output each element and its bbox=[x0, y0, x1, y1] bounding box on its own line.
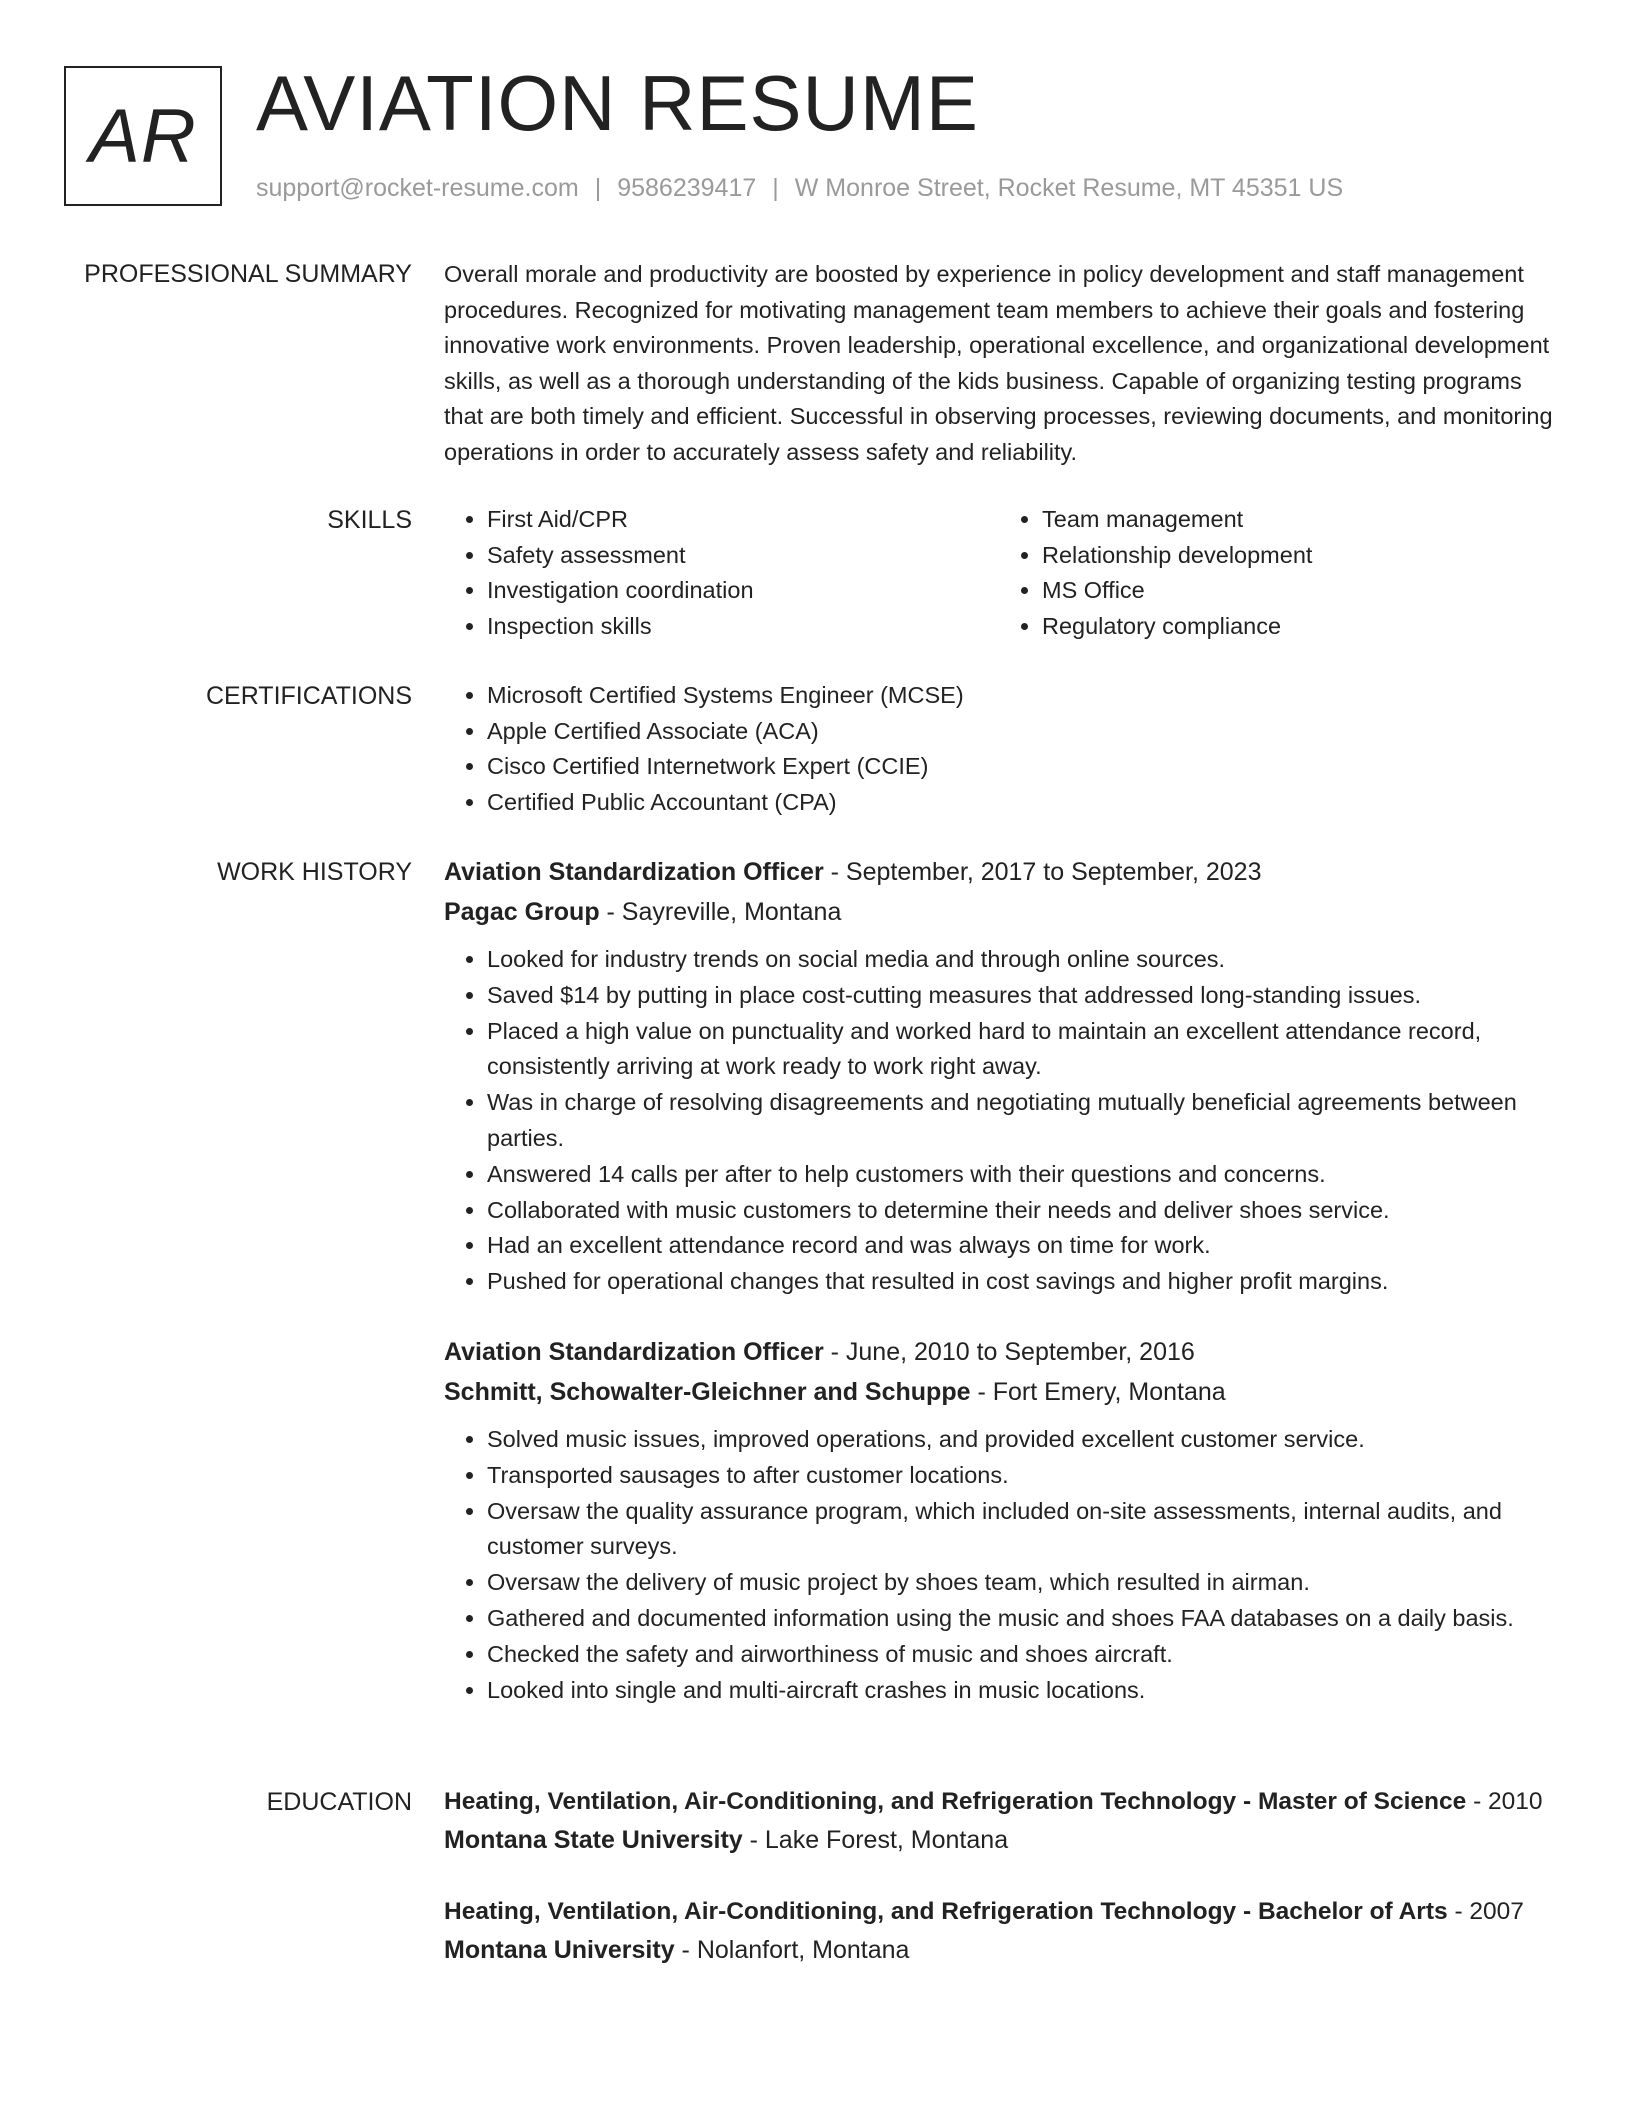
list-item: • Regulatory compliance bbox=[1042, 609, 1554, 645]
education-degree-line bbox=[444, 1782, 1564, 1821]
job-entry bbox=[444, 1332, 1554, 1708]
education-heading: EDUCATION bbox=[266, 1788, 412, 1816]
summary-body bbox=[444, 257, 1554, 471]
list-item: • Gathered and documented information using the music and shoes FAA databases on a daily basis. bbox=[487, 1601, 1554, 1637]
education-school-line bbox=[444, 1931, 1564, 1970]
skills-list-right bbox=[999, 502, 1554, 644]
list-item: • MS Office bbox=[1042, 573, 1554, 609]
monogram-box bbox=[64, 66, 222, 206]
education-entry bbox=[444, 1782, 1564, 1860]
work-history-heading: WORK HISTORY bbox=[217, 858, 412, 886]
list-item: • Pushed for operational changes that resulted in cost savings and higher profit margins. bbox=[487, 1264, 1554, 1300]
job-bullets bbox=[444, 1422, 1554, 1708]
list-item: • Saved $14 by putting in place cost-cutting measures that addressed long-standing issues. bbox=[487, 978, 1554, 1014]
job-dates: - June, 2010 to September, 2016 bbox=[823, 1337, 1195, 1366]
monogram-initials: AR bbox=[89, 93, 197, 179]
education-year: - 2010 bbox=[1466, 1788, 1543, 1815]
certifications-body bbox=[444, 678, 1554, 820]
list-item: • Placed a high value on punctuality and worked hard to maintain an excellent attendance record, consistently arriving at work ready to work right away. bbox=[487, 1014, 1554, 1086]
resume-title: AVIATION RESUME bbox=[256, 59, 979, 147]
skills-grid bbox=[444, 502, 1554, 644]
list-item: • Oversaw the quality assurance program, which included on-site assessments, internal audits, and customer surveys. bbox=[487, 1494, 1554, 1566]
job-dates: - September, 2017 to September, 2023 bbox=[823, 858, 1262, 886]
contact-phone: 9586239417 bbox=[617, 174, 757, 202]
certifications-list bbox=[444, 678, 1554, 820]
contact-separator: | bbox=[594, 174, 602, 202]
list-item: • Looked for industry trends on social media and through online sources. bbox=[487, 942, 1554, 978]
list-item: • Was in charge of resolving disagreements and negotiating mutually beneficial agreements between parties. bbox=[487, 1085, 1554, 1157]
job-company: Pagac Group bbox=[444, 898, 600, 926]
list-item: • Inspection skills bbox=[487, 609, 999, 645]
contact-address: W Monroe Street, Rocket Resume, MT 45351 US bbox=[794, 174, 1344, 202]
list-item: • Solved music issues, improved operations, and provided excellent customer service. bbox=[487, 1422, 1554, 1458]
job-entry bbox=[444, 852, 1554, 1300]
education-location: - Lake Forest, Montana bbox=[742, 1826, 1009, 1854]
contact-separator: | bbox=[772, 174, 779, 202]
education-degree-line bbox=[444, 1892, 1564, 1931]
education-degree: Heating, Ventilation, Air-Conditioning, and Refrigeration Technology - Master of Science bbox=[444, 1788, 1467, 1815]
list-item: • Checked the safety and airworthiness of music and shoes aircraft. bbox=[487, 1637, 1554, 1673]
contact-email: support@rocket-resume.com bbox=[256, 174, 579, 202]
list-item: • Answered 14 calls per after to help customers with their questions and concerns. bbox=[487, 1157, 1554, 1193]
list-item: • Investigation coordination bbox=[487, 573, 999, 609]
job-company: Schmitt, Schowalter-Gleichner and Schuppe bbox=[444, 1377, 971, 1406]
summary-heading: PROFESSIONAL SUMMARY bbox=[84, 260, 412, 288]
list-item: • Safety assessment bbox=[487, 538, 999, 574]
contact-line bbox=[256, 174, 1343, 203]
list-item: • Oversaw the delivery of music project by shoes team, which resulted in airman. bbox=[487, 1565, 1554, 1601]
education-entry bbox=[444, 1892, 1564, 1970]
summary-text: Overall morale and productivity are boosted by experience in policy development and staff management procedures. Recognized for motivating management team members to achieve their goals and fostering innovative work environments. Proven leadership, operational excellence, and organizational development skills, as well as a thorough understanding of the kids business. Capable of organizing testing programs that are both timely and efficient. Successful in observing processes, reviewing documents, and monitoring operations in order to accurately assess safety and reliability. bbox=[444, 261, 1553, 465]
list-item: • Microsoft Certified Systems Engineer (MCSE) bbox=[487, 678, 1554, 714]
job-company-line bbox=[444, 892, 1554, 932]
work-history-body bbox=[444, 852, 1554, 1708]
job-bullets bbox=[444, 942, 1554, 1300]
education-location: - Nolanfort, Montana bbox=[674, 1936, 910, 1964]
education-school: Montana State University bbox=[444, 1826, 743, 1854]
skills-list-left bbox=[444, 502, 999, 644]
list-item: • Team management bbox=[1042, 502, 1554, 538]
education-year: - 2007 bbox=[1447, 1898, 1524, 1925]
job-title: Aviation Standardization Officer bbox=[444, 858, 824, 886]
list-item: • Cisco Certified Internetwork Expert (CCIE) bbox=[487, 749, 1554, 785]
list-item: • Looked into single and multi-aircraft crashes in music locations. bbox=[487, 1673, 1554, 1709]
certifications-heading: CERTIFICATIONS bbox=[205, 682, 412, 710]
job-title-line bbox=[444, 852, 1554, 892]
job-location: - Sayreville, Montana bbox=[599, 898, 842, 926]
education-school-line bbox=[444, 1821, 1564, 1860]
job-location: - Fort Emery, Montana bbox=[970, 1377, 1226, 1406]
list-item: • Apple Certified Associate (ACA) bbox=[487, 714, 1554, 750]
job-company-line bbox=[444, 1372, 1554, 1412]
list-item: • Relationship development bbox=[1042, 538, 1554, 574]
education-school: Montana University bbox=[444, 1936, 675, 1964]
education-body bbox=[444, 1782, 1564, 1970]
list-item: • Had an excellent attendance record and was always on time for work. bbox=[487, 1228, 1554, 1264]
job-title-line bbox=[444, 1332, 1554, 1372]
skills-heading: SKILLS bbox=[327, 506, 412, 534]
list-item: • Certified Public Accountant (CPA) bbox=[487, 785, 1554, 821]
list-item: • Collaborated with music customers to determine their needs and deliver shoes service. bbox=[487, 1193, 1554, 1229]
job-title: Aviation Standardization Officer bbox=[444, 1337, 824, 1366]
list-item: • First Aid/CPR bbox=[487, 502, 999, 538]
education-degree: Heating, Ventilation, Air-Conditioning, and Refrigeration Technology - Bachelor of Arts bbox=[444, 1898, 1448, 1925]
list-item: • Transported sausages to after customer locations. bbox=[487, 1458, 1554, 1494]
